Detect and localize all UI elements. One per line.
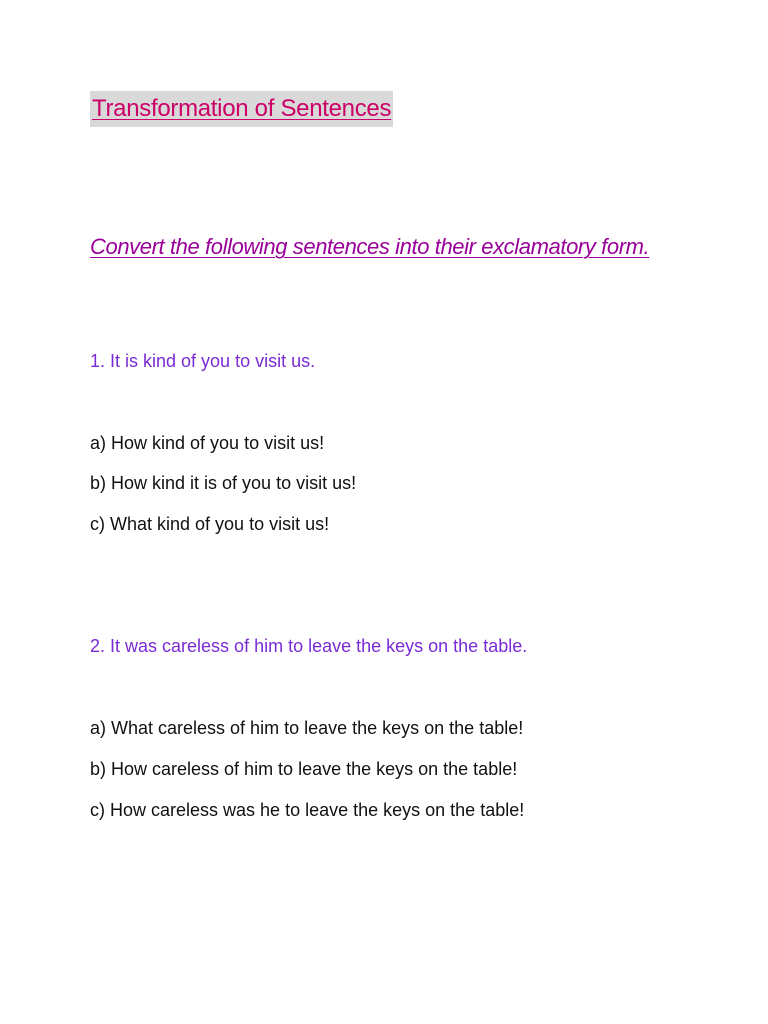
question-2-option-c: c) How careless was he to leave the keys on the table! xyxy=(90,800,525,820)
instruction-heading: Convert the following sentences into their exclamatory form. xyxy=(90,234,650,259)
question-2-prompt: 2. It was careless of him to leave the keys on the table. xyxy=(90,636,528,656)
page-title: Transformation of Sentences xyxy=(90,91,393,127)
question-2-option-b: b) How careless of him to leave the keys on the table! xyxy=(90,759,518,779)
question-1-option-a: a) How kind of you to visit us! xyxy=(90,433,325,453)
question-2-option-a: a) What careless of him to leave the keys on the table! xyxy=(90,718,524,738)
question-1-option-c: c) What kind of you to visit us! xyxy=(90,514,330,534)
question-1-option-b: b) How kind it is of you to visit us! xyxy=(90,473,357,493)
question-1-prompt: 1. It is kind of you to visit us. xyxy=(90,351,316,371)
